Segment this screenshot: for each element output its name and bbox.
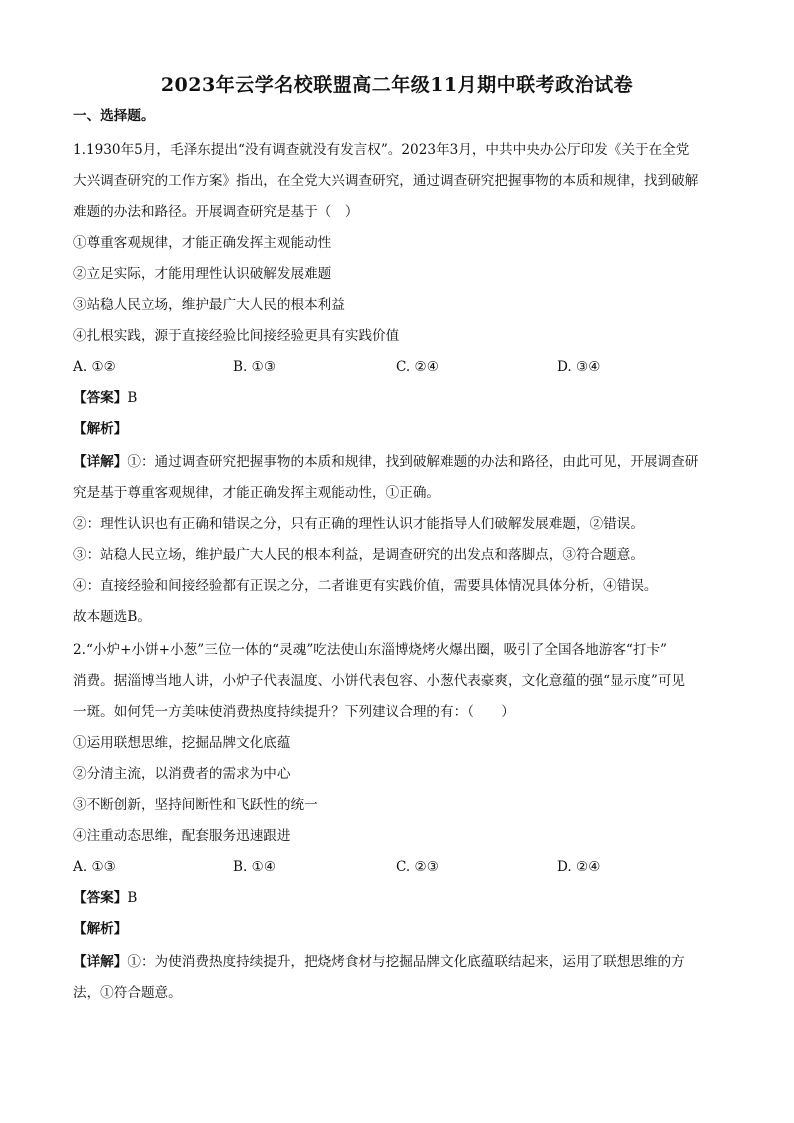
q1-statement-4: ④扎根实践，源于直接经验比间接经验更具有实践价值 bbox=[73, 328, 400, 344]
q2-answer bbox=[73, 888, 723, 908]
q2-answer-tag: 【答案】 bbox=[73, 890, 128, 906]
q2-option-c: C. ②③ bbox=[396, 859, 439, 875]
q2-stem-line-3: 一斑。如何凭一方美味使消费热度持续提升？下列建议合理的有：（ ） bbox=[73, 704, 515, 720]
q1-option-d: D. ③④ bbox=[557, 359, 601, 375]
q2-statement-2: ②分清主流，以消费者的需求为中心 bbox=[73, 766, 291, 782]
q1-detail-tag: 【详解】 bbox=[73, 454, 128, 470]
q2-statement-1: ①运用联想思维，挖掘品牌文化底蕴 bbox=[73, 735, 291, 751]
q1-answer-value: B bbox=[127, 390, 138, 406]
q1-detail-line-4: ③：站稳人民立场，维护最广大人民的根本利益，是调查研究的出发点和落脚点，③符合题意。 bbox=[73, 547, 644, 563]
q1-answer-tag: 【答案】 bbox=[73, 390, 128, 406]
q1-answer bbox=[73, 388, 723, 408]
q1-stem-line-2: 大兴调查研究的工作方案》指出，在全党大兴调查研究，通过调查研究把握事物的本质和规律，找到破解 bbox=[73, 173, 699, 189]
q1-detail-line-1 bbox=[73, 452, 723, 472]
q2-answer-value: B bbox=[127, 890, 138, 906]
q1-option-b: B. ①③ bbox=[233, 359, 277, 375]
q2-stem-line-2: 消费。据淄博当地人讲，小炉子代表温度、小饼代表包容、小葱代表豪爽，文化意蕴的强“显示度”可见 bbox=[73, 673, 686, 689]
q1-detail-line-3: ②：理性认识也有正确和错误之分，只有正确的理性认识才能指导人们破解发展难题，②错误。 bbox=[73, 516, 644, 532]
q2-analysis-tag: 【解析】 bbox=[73, 921, 128, 937]
q1-option-c: C. ②④ bbox=[396, 359, 439, 375]
document-title: 2023年云学名校联盟高二年级11月期中联考政治试卷 bbox=[160, 74, 634, 96]
q2-option-a: A. ①③ bbox=[73, 859, 116, 875]
q1-analysis-tag: 【解析】 bbox=[73, 421, 128, 437]
q2-option-d: D. ②④ bbox=[557, 859, 601, 875]
section-heading: 一、选择题。 bbox=[73, 108, 155, 124]
q1-stem-line-1: 1.1930年5月，毛泽东提出“没有调查就没有发言权”。2023年3月，中共中央办公厅印发《关于在全党 bbox=[73, 142, 690, 158]
q1-stem-line-3: 难题的办法和路径。开展调查研究是基于（ ） bbox=[73, 204, 359, 220]
q1-statement-1: ①尊重客观规律，才能正确发挥主观能动性 bbox=[73, 235, 332, 251]
q1-statement-2: ②立足实际，才能用理性认识破解发展难题 bbox=[73, 266, 332, 282]
q1-detail-line-5: ④：直接经验和间接经验都有正误之分，二者谁更有实践价值，需要具体情况具体分析，④错误。 bbox=[73, 578, 658, 594]
q2-statement-3: ③不断创新，坚持间断性和飞跃性的统一 bbox=[73, 797, 318, 813]
q2-detail-text-1: ①：为使消费热度持续提升，把烧烤食材与挖掘品牌文化底蕴联结起来，运用了联想思维的方 bbox=[127, 954, 685, 970]
q2-detail-tag: 【详解】 bbox=[73, 954, 128, 970]
q2-option-b: B. ①④ bbox=[233, 859, 277, 875]
q1-option-a: A. ①② bbox=[73, 359, 116, 375]
q2-statement-4: ④注重动态思维，配套服务迅速跟进 bbox=[73, 828, 291, 844]
q1-conclusion: 故本题选B。 bbox=[73, 609, 151, 625]
q2-detail-line-1 bbox=[73, 952, 723, 972]
q2-stem-line-1: 2.“小炉+小饼+小葱”三位一体的“灵魂”吃法使山东淄博烧烤火爆出圈，吸引了全国各地游客“打卡” bbox=[73, 642, 668, 658]
q1-detail-line-2: 究是基于尊重客观规律，才能正确发挥主观能动性，①正确。 bbox=[73, 485, 441, 501]
q2-detail-line-2: 法，①符合题意。 bbox=[73, 985, 182, 1001]
q1-statement-3: ③站稳人民立场，维护最广大人民的根本利益 bbox=[73, 297, 345, 313]
q1-detail-text-1: ①：通过调查研究把握事物的本质和规律，找到破解难题的办法和路径，由此可见，开展调查研 bbox=[127, 454, 699, 470]
